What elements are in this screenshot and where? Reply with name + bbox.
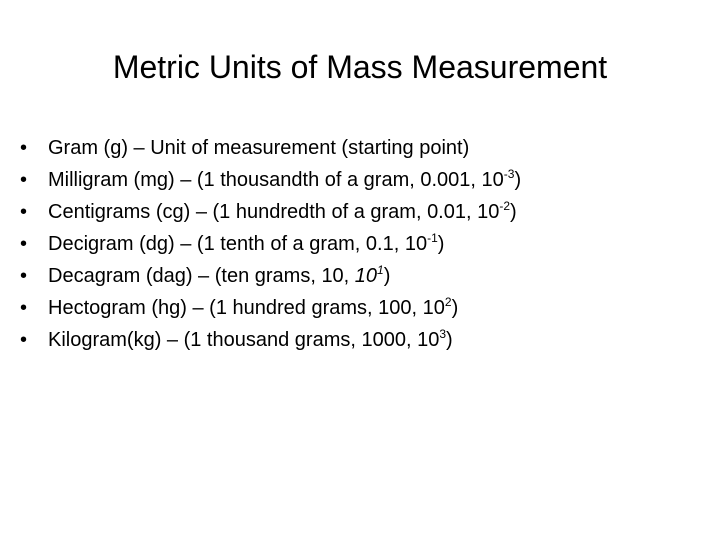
list-item-text xyxy=(48,292,458,324)
closing-paren: ) xyxy=(437,233,445,255)
list-item-centigram xyxy=(20,196,710,228)
item-label: Kilogram(kg) – (1 thousand grams, 1000, 10 xyxy=(48,329,440,351)
list-item-text xyxy=(48,132,469,164)
bullet-icon: • xyxy=(20,169,28,191)
bullet-icon: • xyxy=(20,297,28,319)
exponent: -2 xyxy=(499,199,511,213)
list-item-text xyxy=(48,260,390,292)
closing-paren: ) xyxy=(514,169,522,191)
closing-paren: ) xyxy=(446,329,453,351)
item-label: Decigram (dg) – (1 tenth of a gram, 0.1, 10 xyxy=(48,233,428,255)
list-item-decigram xyxy=(20,228,710,260)
item-label: Gram (g) – Unit of measurement (starting point) xyxy=(48,137,470,159)
item-label: Milligram (mg) – (1 thousandth of a gram, 0.001, 10 xyxy=(48,169,504,191)
italic-base xyxy=(355,265,384,287)
list-item-decagram xyxy=(20,260,710,292)
closing-paren: ) xyxy=(510,201,517,223)
italic-base-text: 10 xyxy=(354,265,378,287)
list-item-milligram xyxy=(20,164,710,196)
list-item-text xyxy=(48,324,453,356)
list-item-text xyxy=(48,228,444,260)
bullet-icon: • xyxy=(20,265,28,287)
item-label: Hectogram (hg) – (1 hundred grams, 100, 10 xyxy=(48,297,445,319)
item-label: Centigrams (cg) – (1 hundredth of a gram, 0.01, 10 xyxy=(48,201,500,223)
list-item-kilogram xyxy=(20,324,710,356)
exponent: -1 xyxy=(427,231,438,245)
exponent: 2 xyxy=(444,295,452,309)
exponent: 1 xyxy=(377,263,384,277)
bullet-icon: • xyxy=(20,329,28,351)
exponent: -3 xyxy=(503,167,515,181)
exponent: 3 xyxy=(439,327,447,341)
closing-paren: ) xyxy=(451,297,459,319)
closing-paren: ) xyxy=(383,265,391,287)
list-item-text xyxy=(48,164,521,196)
list-item-hectogram xyxy=(20,292,710,324)
list-item-gram xyxy=(20,132,710,164)
slide-title: Metric Units of Mass Measurement xyxy=(112,49,608,85)
bullet-icon: • xyxy=(20,137,28,159)
item-label: Decagram (dag) – (ten grams, 10, xyxy=(48,265,355,287)
bullet-icon: • xyxy=(20,201,28,223)
list-item-text xyxy=(48,196,517,228)
bullet-list xyxy=(20,132,710,356)
bullet-icon: • xyxy=(20,233,28,255)
